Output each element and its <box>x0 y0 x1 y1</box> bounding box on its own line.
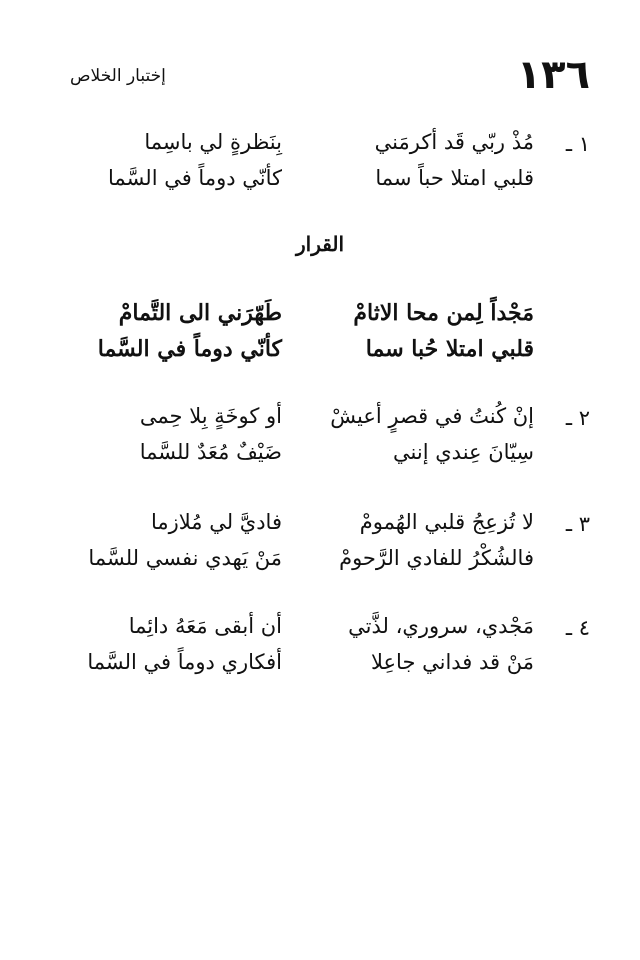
refrain <box>62 300 590 372</box>
stanza-3 <box>62 510 590 582</box>
verse-line <box>62 614 590 650</box>
stanza-1 <box>62 130 590 202</box>
verse-first-hemistich: فالشُكْرُ للفادي الرَّحومْ <box>339 546 534 570</box>
stanza-4 <box>62 614 590 686</box>
verse-first-hemistich: لا تُزعِجُ قلبي الهُمومْ <box>359 510 534 534</box>
verse-first-hemistich: مَجْدي، سروري، لذَّتي <box>348 614 534 638</box>
verse-second-hemistich: ضَيْفٌ مُعَدٌ للسَّما <box>139 440 282 464</box>
verse-second-hemistich: فاديَّ لي مُلازما <box>150 510 282 534</box>
verse-second-hemistich: أو كوخَةٍ بِلا حِمى <box>139 404 282 428</box>
verse-second-hemistich: بِنَظرةٍ لي باسِما <box>144 130 282 154</box>
verse-line <box>62 404 590 440</box>
verse-second-hemistich: كأنّي دوماً في السَّما <box>108 166 282 190</box>
verse-line <box>62 440 590 476</box>
verse-first-hemistich: قلبي امتلا حباً سما <box>375 166 534 190</box>
verse-second-hemistich: أفكاري دوماً في السَّما <box>87 650 282 674</box>
page-header-title: إختبار الخلاص <box>70 66 166 86</box>
verse-line <box>62 650 590 686</box>
verse-line <box>62 546 590 582</box>
verse-second-hemistich: أن أبقى مَعَهُ دائِما <box>128 614 282 638</box>
verse-first-hemistich: مُذْ ربّي قَد أكرمَني <box>374 130 534 154</box>
verse-second-hemistich: طَهّرَني الى التَّمامْ <box>118 300 282 326</box>
verse-line <box>62 166 590 202</box>
verse-line <box>62 300 590 336</box>
stanza-number: ١ ـ <box>565 132 590 156</box>
verse-first-hemistich: إنْ كُنتُ في قصرٍ أعيشْ <box>330 404 534 428</box>
stanza-number: ٣ ـ <box>565 512 590 536</box>
verse-second-hemistich: مَنْ يَهدي نفسي للسَّما <box>88 546 282 570</box>
verse-first-hemistich: قلبي امتلا حُبا سما <box>365 336 534 362</box>
verse-first-hemistich: مَجْداً لِمن محا الاثامْ <box>353 300 534 326</box>
verse-second-hemistich: كأنّي دوماً في السَّما <box>97 336 282 362</box>
page-number: ١٣٦ <box>516 52 590 98</box>
verse-line <box>62 510 590 546</box>
refrain-title: القرار <box>295 232 345 256</box>
verse-first-hemistich: سِيّانَ عِندي إنني <box>393 440 534 464</box>
verse-line <box>62 130 590 166</box>
stanza-number: ٢ ـ <box>565 406 590 430</box>
stanza-2 <box>62 404 590 476</box>
verse-line <box>62 336 590 372</box>
verse-first-hemistich: مَنْ قد فداني جاعِلا <box>370 650 534 674</box>
stanza-number: ٤ ـ <box>565 616 590 640</box>
